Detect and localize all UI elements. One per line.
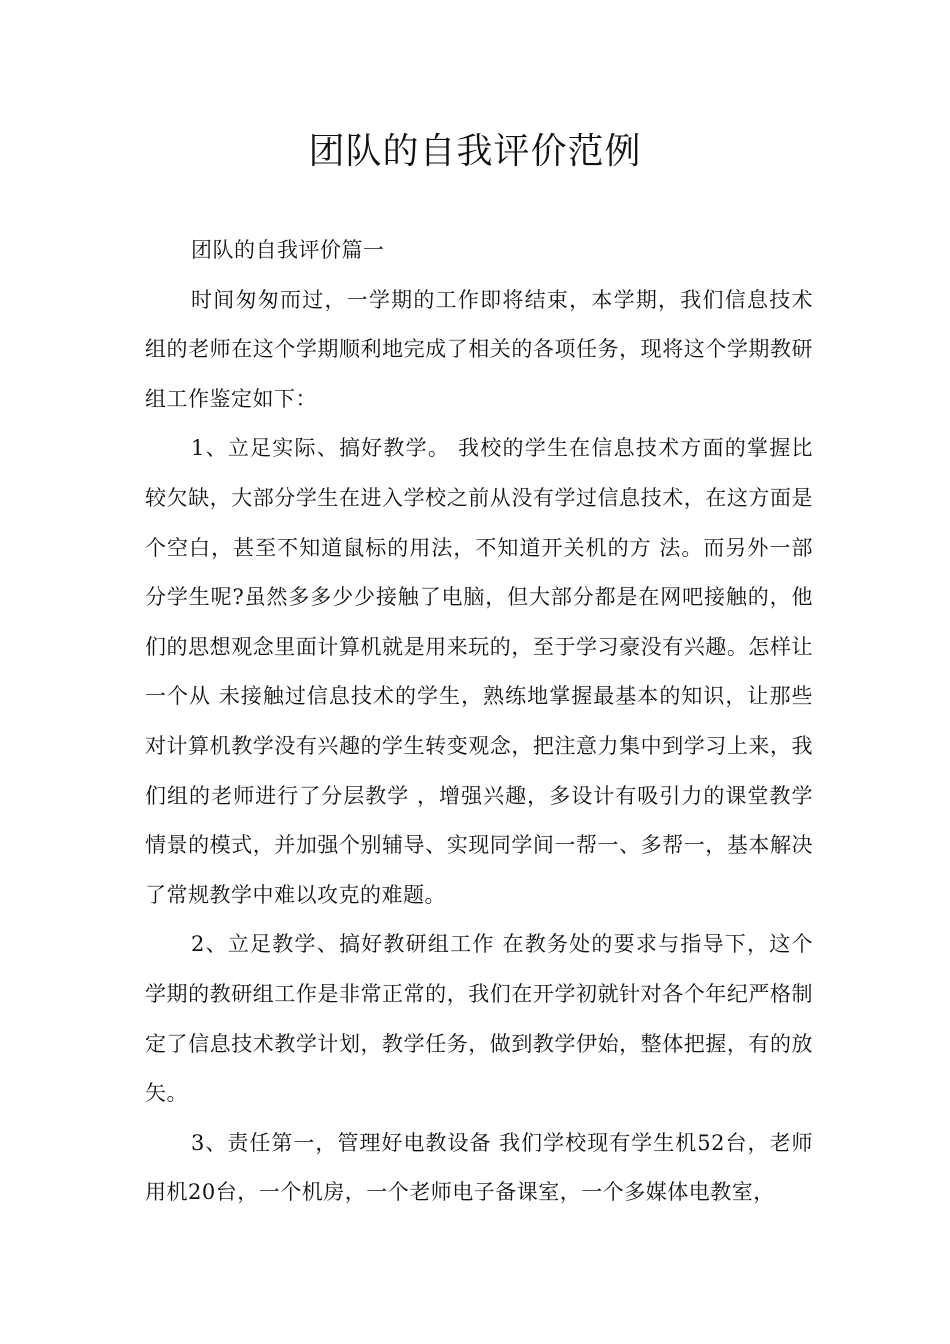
paragraph-item-2: 2、立足教学、搞好教研组工作 在教务处的要求与指导下，这个学期的教研组工作是非常正常的，我们在开学初就针对各个年纪严格制定了信息技术教学计划，教学任务，做到教学伊始，整体把握，有的放矢。 xyxy=(145,932,813,1106)
section-heading: 团队的自我评价篇一 xyxy=(191,238,385,262)
paragraph-item-3: 3、责任第一，管理好电教设备 我们学校现有学生机52台，老师用机20台，一个机房，一个老师电子备课室，一个多媒体电教室， xyxy=(145,1130,813,1205)
document-body xyxy=(145,226,813,1218)
paragraph-item-1: 1、立足实际、搞好教学。 我校的学生在信息技术方面的掌握比较欠缺，大部分学生在进入学校之前从没有学过信息技术，在这方面是个空白，甚至不知道鼠标的用法，不知道开关机的方 法。而另外一部分学生呢?虽然多多少少接触了电脑，但大部分都是在网吧接触的，他们的思想观念里面计算机就是用来玩的，至于学习豪没有兴趣。怎样让一个从 未接触过信息技术的学生，熟练地掌握最基本的知识，让那些对计算机教学没有兴趣的学生转变观念，把注意力集中到学习上来，我们组的老师进行了分层教学 ，增强兴趣，多设计有吸引力的课堂教学情景的模式，并加强个别辅导、实现同学间一帮一、多帮一，基本解决了常规教学中难以攻克的难题。 xyxy=(145,436,813,907)
document-title: 团队的自我评价范例 xyxy=(308,131,642,172)
paragraph-intro: 时间匆匆而过，一学期的工作即将结束，本学期，我们信息技术组的老师在这个学期顺利地完成了相关的各项任务，现将这个学期教研组工作鉴定如下： xyxy=(145,287,813,411)
